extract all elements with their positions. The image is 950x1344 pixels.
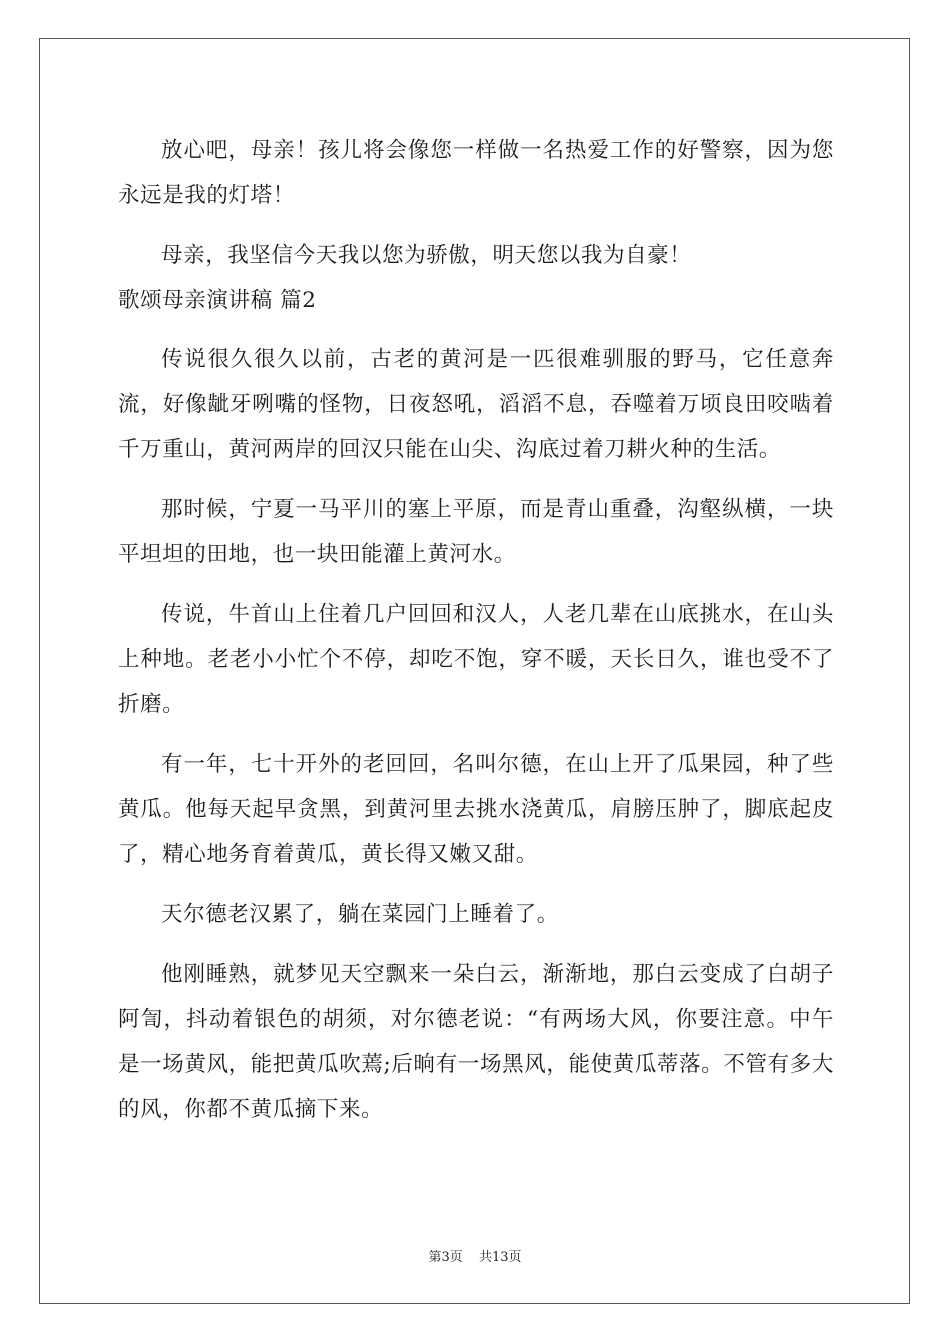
paragraph-2: 母亲，我坚信今天我以您为骄傲，明天您以我为自豪！ — [161, 243, 692, 268]
paragraph-8: 他刚睡熟，就梦见天空飘来一朵白云，渐渐地，那白云变成了白胡子阿訇，抖动着银色的胡须，对尔德老说：“有两场大风，你要注意。中午是一场黄风，能把黄瓜吹蔫;后晌有一场黑风，能使黄瓜蒂落。不管有多大的风，你都不黄瓜摘下来。 — [118, 962, 834, 1122]
paragraph-1: 放心吧，母亲！孩儿将会像您一样做一名热爱工作的好警察，因为您永远是我的灯塔！ — [118, 138, 834, 208]
document-body — [118, 128, 834, 1147]
page-total: 共13页 — [478, 1250, 522, 1265]
paragraph-4: 那时候，宁夏一马平川的塞上平原，而是青山重叠，沟壑纵横，一块平坦坦的田地，也一块田能灌上黄河水。 — [118, 497, 834, 567]
section-heading: 歌颂母亲演讲稿 篇2 — [118, 288, 317, 313]
paragraph-6: 有一年，七十开外的老回回，名叫尔德，在山上开了瓜果园，种了些黄瓜。他每天起早贪黑，到黄河里去挑水浇黄瓜，肩膀压肿了，脚底起皮了，精心地务育着黄瓜，黄长得又嫩又甜。 — [118, 752, 834, 867]
page-footer — [0, 1246, 950, 1265]
page-number: 第3页 — [428, 1250, 463, 1265]
paragraph-5: 传说，牛首山上住着几户回回和汉人，人老几辈在山底挑水，在山头上种地。老老小小忙个不停，却吃不饱，穿不暖，天长日久，谁也受不了折磨。 — [118, 602, 834, 717]
paragraph-7: 天尔德老汉累了，躺在菜园门上睡着了。 — [161, 902, 559, 927]
paragraph-3: 传说很久很久以前，古老的黄河是一匹很难驯服的野马，它任意奔流，好像龇牙咧嘴的怪物，日夜怒吼，滔滔不息，吞噬着万顷良田咬啮着千万重山，黄河两岸的回汉只能在山尖、沟底过着刀耕火种的生活。 — [118, 347, 834, 462]
